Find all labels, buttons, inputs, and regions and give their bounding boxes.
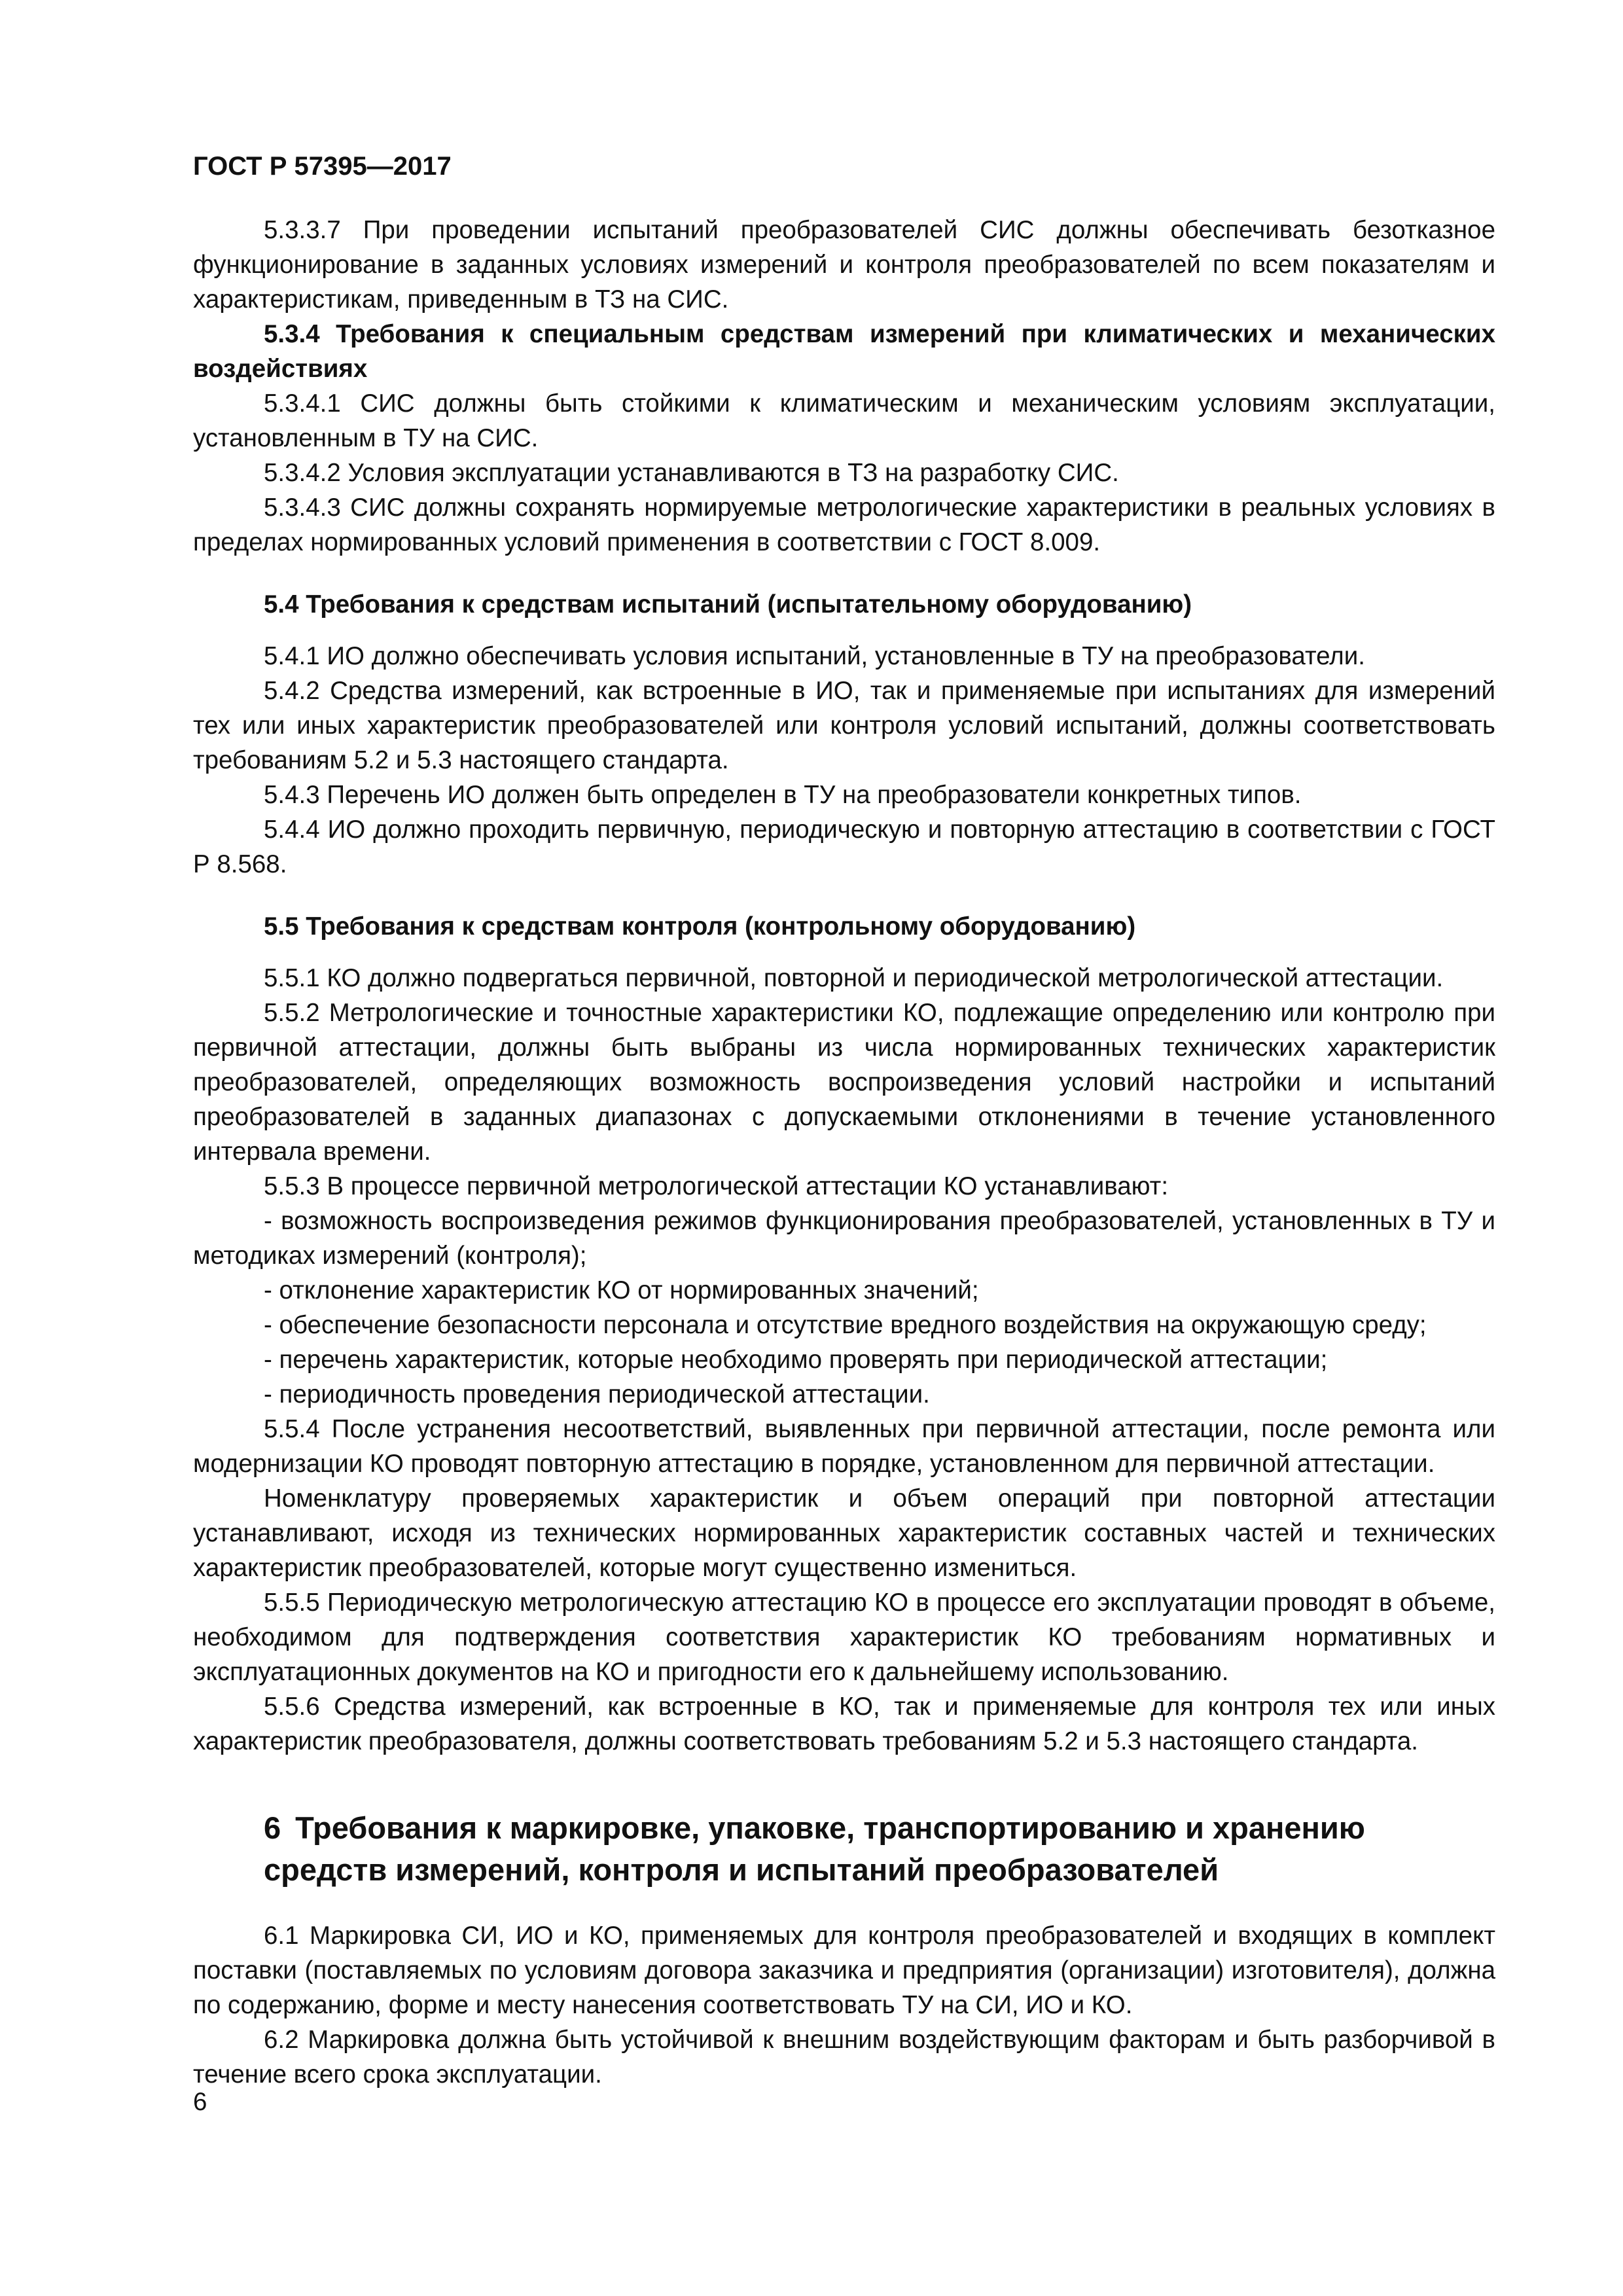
section-heading-5-4: 5.4 Требования к средствам испытаний (испытательному оборудованию) xyxy=(264,590,1192,619)
paragraph-5-5-4: 5.5.4 После устранения несоответствий, выявленных при первичной аттестации, после ремонта или модернизации КО проводят повторную аттестацию в порядке, установленном для первичной аттестации. xyxy=(193,1415,1495,1478)
paragraph-5-3-3-7: 5.3.3.7 При проведении испытаний преобразователей СИС должны обеспечивать безотказное функционирование в заданных условиях измерений и контроля преобразователей по всем показателям и характеристикам, приведенным в ТЗ на СИС. xyxy=(193,216,1495,314)
paragraph-5-3-4-1: 5.3.4.1 СИС должны быть стойкими к климатическим и механическим условиям эксплуатации, установленным в ТУ на СИС. xyxy=(193,389,1495,452)
paragraph-5-3-4-3: 5.3.4.3 СИС должны сохранять нормируемые метрологические характеристики в реальных условиях в пределах нормированных условий применения в соответствии с ГОСТ 8.009. xyxy=(193,493,1495,556)
paragraph-5-5-3: 5.5.3 В процессе первичной метрологической аттестации КО устанавливают: xyxy=(264,1172,1169,1200)
section-heading-5-5: 5.5 Требования к средствам контроля (контрольному оборудованию) xyxy=(264,912,1136,941)
subsection-heading-5-3-4: 5.3.4 Требования к специальным средствам измерений при климатических и механических воздействиях xyxy=(193,320,1495,383)
paragraph-5-4-4: 5.4.4 ИО должно проходить первичную, периодическую и повторную аттестацию в соответствии с ГОСТ Р 8.568. xyxy=(193,816,1495,878)
paragraph-5-4-1: 5.4.1 ИО должно обеспечивать условия испытаний, установленные в ТУ на преобразователи. xyxy=(264,642,1365,670)
paragraph-6-1: 6.1 Маркировка СИ, ИО и КО, применяемых для контроля преобразователей и входящих в комплект поставки (поставляемых по условиям договора заказчика и предприятия (организации) изготовителя), должна по содержанию, форме и месту нанесения соответствовать ТУ на СИ, ИО и КО. xyxy=(193,1922,1495,2019)
list-item: - обеспечение безопасности персонала и отсутствие вредного воздействия на окружающую среду; xyxy=(264,1311,1427,1339)
page-number: 6 xyxy=(193,2088,207,2116)
chapter-number: 6 xyxy=(264,1810,281,1845)
paragraph-5-5-6: 5.5.6 Средства измерений, как встроенные в КО, так и применяемые для контроля тех или иных характеристик преобразователя, должны соответствовать требованиям 5.2 и 5.3 настоящего стандарта. xyxy=(193,1693,1495,1755)
document-id-header: ГОСТ Р 57395—2017 xyxy=(193,152,452,181)
chapter-title: Требования к маркировке, упаковке, транспортированию и хранению средств измерений, контроля и испытаний преобразователей xyxy=(264,1810,1365,1887)
paragraph-5-4-2: 5.4.2 Средства измерений, как встроенные в ИО, так и применяемые при испытаниях для измерений тех или иных характеристик преобразователей или контроля условий испытаний, должны соответствовать требованиям 5.2 и 5.3 настоящего стандарта. xyxy=(193,677,1495,774)
paragraph-5-5-1: 5.5.1 КО должно подвергаться первичной, повторной и периодической метрологической аттестации. xyxy=(264,964,1444,992)
paragraph-5-5-2: 5.5.2 Метрологические и точностные характеристики КО, подлежащие определению или контролю при первичной аттестации, должны быть выбраны из числа нормированных технических характеристик преобразователей, определяющих возможность воспроизведения условий настройки и испытаний преобразователей в заданных диапазонах с допускаемыми отклонениями в течение установленного интервала времени. xyxy=(193,999,1495,1166)
list-item: - перечень характеристик, которые необходимо проверять при периодической аттестации; xyxy=(264,1346,1328,1374)
paragraph-nomenclature: Номенклатуру проверяемых характеристик и объем операций при повторной аттестации устанавливают, исходя из технических нормированных характеристик составных частей и технических характеристик преобразователей, которые могут существенно измениться. xyxy=(193,1484,1495,1582)
paragraph-5-5-5: 5.5.5 Периодическую метрологическую аттестацию КО в процессе его эксплуатации проводят в объеме, необходимом для подтверждения соответствия характеристик КО требованиям нормативных и эксплуатационных документов на КО и пригодности его к дальнейшему использованию. xyxy=(193,1588,1495,1686)
paragraph-5-4-3: 5.4.3 Перечень ИО должен быть определен в ТУ на преобразователи конкретных типов. xyxy=(264,781,1302,809)
list-item: - возможность воспроизведения режимов функционирования преобразователей, установленных в ТУ и методиках измерений (контроля); xyxy=(193,1207,1495,1270)
paragraph-6-2: 6.2 Маркировка должна быть устойчивой к внешним воздействующим факторам и быть разборчивой в течение всего срока эксплуатации. xyxy=(193,2026,1495,2089)
chapter-heading-6 xyxy=(193,1807,1495,1891)
paragraph-5-3-4-2: 5.3.4.2 Условия эксплуатации устанавливаются в ТЗ на разработку СИС. xyxy=(264,459,1119,487)
list-item: - отклонение характеристик КО от нормированных значений; xyxy=(264,1276,979,1304)
list-item: - периодичность проведения периодической аттестации. xyxy=(264,1380,930,1408)
document-page xyxy=(193,149,1495,2092)
